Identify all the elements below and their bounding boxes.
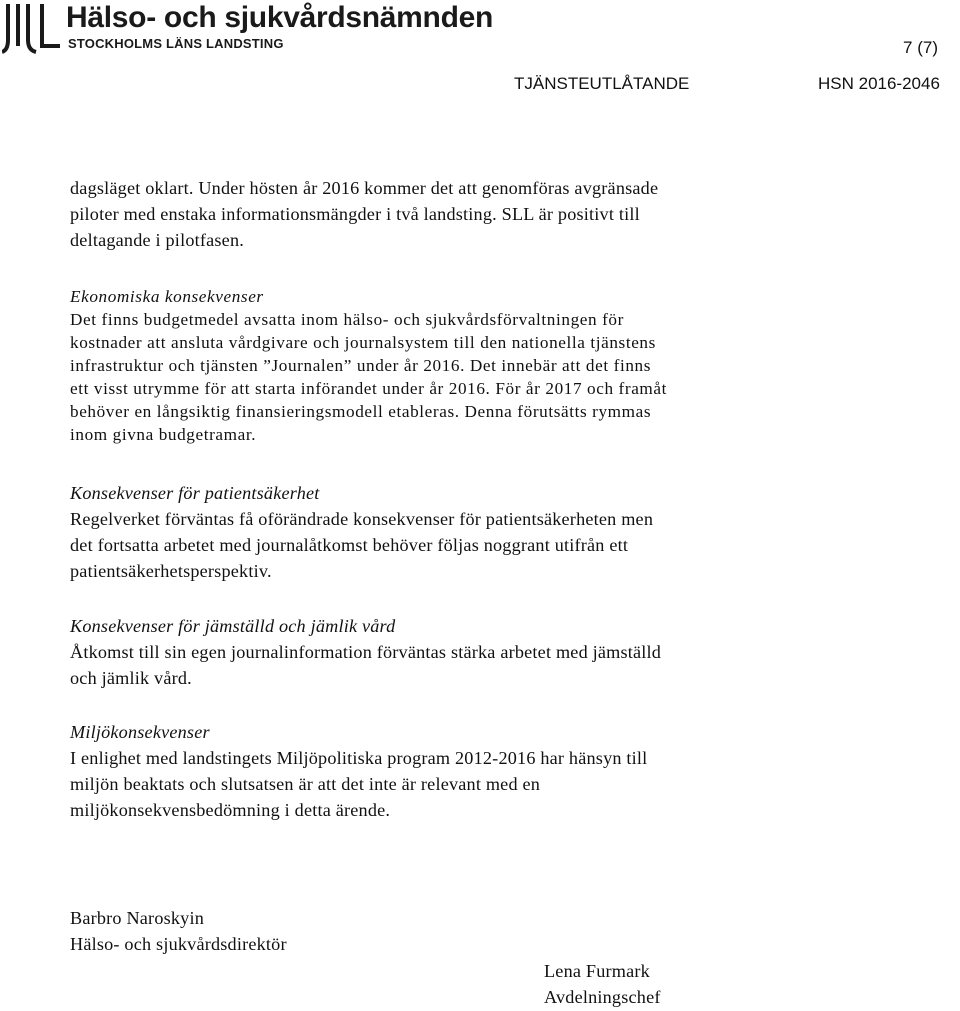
text-line: inom givna budgetramar. [70, 425, 257, 444]
text-line: miljökonsekvensbedömning i detta ärende. [70, 800, 391, 820]
text-line: och jämlik vård. [70, 668, 192, 688]
signatory-name: Barbro Naroskyin [70, 908, 205, 928]
text-line: behöver en långsiktig finansieringsmodell etableras. Denna förutsätts rymmas [70, 402, 652, 421]
sll-logo-icon [2, 2, 64, 54]
section-equality [70, 613, 661, 691]
text-line: patientsäkerhetsperspektiv. [70, 561, 272, 581]
section-heading: Ekonomiska konsekvenser [70, 287, 264, 306]
text-line: det fortsatta arbetet med journalåtkomst behöver följas noggrant utifrån ett [70, 535, 629, 555]
logo-subtitle: STOCKHOLMS LÄNS LANDSTING [68, 36, 284, 51]
signature-block-director [70, 905, 287, 957]
text-line: miljön beaktats och slutsatsen är att det inte är relevant med en [70, 774, 541, 794]
signatory-title: Hälso- och sjukvårdsdirektör [70, 934, 287, 954]
section-heading: Konsekvenser för patientsäkerhet [70, 483, 320, 503]
text-line: dagsläget oklart. Under hösten år 2016 kommer det att genomföras avgränsade [70, 178, 659, 198]
logo-title: Hälso- och sjukvårdsnämnden [66, 1, 494, 34]
text-line: piloter med enstaka informationsmängder i två landsting. SLL är positivt till [70, 204, 640, 224]
text-line: Regelverket förväntas få oförändrade konsekvenser för patientsäkerheten men [70, 509, 654, 529]
header-logo [0, 0, 494, 56]
section-patient-safety [70, 480, 653, 584]
signatory-title: Avdelningschef [544, 987, 661, 1007]
text-line: deltagande i pilotfasen. [70, 230, 244, 250]
signatory-name: Lena Furmark [544, 961, 650, 981]
text-line: kostnader att ansluta vårdgivare och journalsystem till den nationella tjänstens [70, 333, 656, 352]
text-line: Det finns budgetmedel avsatta inom hälso- och sjukvårdsförvaltningen för [70, 310, 624, 329]
section-environment [70, 719, 647, 823]
page-number: 7 (7) [903, 38, 938, 57]
text-line: I enlighet med landstingets Miljöpolitiska program 2012-2016 har hänsyn till [70, 748, 648, 768]
document-type: TJÄNSTEUTLÅTANDE [514, 74, 690, 93]
text-line: infrastruktur och tjänsten ”Journalen” under år 2016. Det innebär att det finns [70, 356, 651, 375]
document-id: HSN 2016-2046 [818, 74, 940, 93]
intro-paragraph [70, 175, 658, 253]
text-line: Åtkomst till sin egen journalinformation förväntas stärka arbetet med jämställd [70, 642, 662, 662]
text-line: ett visst utrymme för att starta införandet under år 2016. För år 2017 och framåt [70, 379, 668, 398]
section-heading: Miljökonsekvenser [70, 722, 210, 742]
section-heading: Konsekvenser för jämställd och jämlik vård [70, 616, 396, 636]
section-economic [70, 285, 667, 446]
signature-block-head [544, 958, 661, 1010]
